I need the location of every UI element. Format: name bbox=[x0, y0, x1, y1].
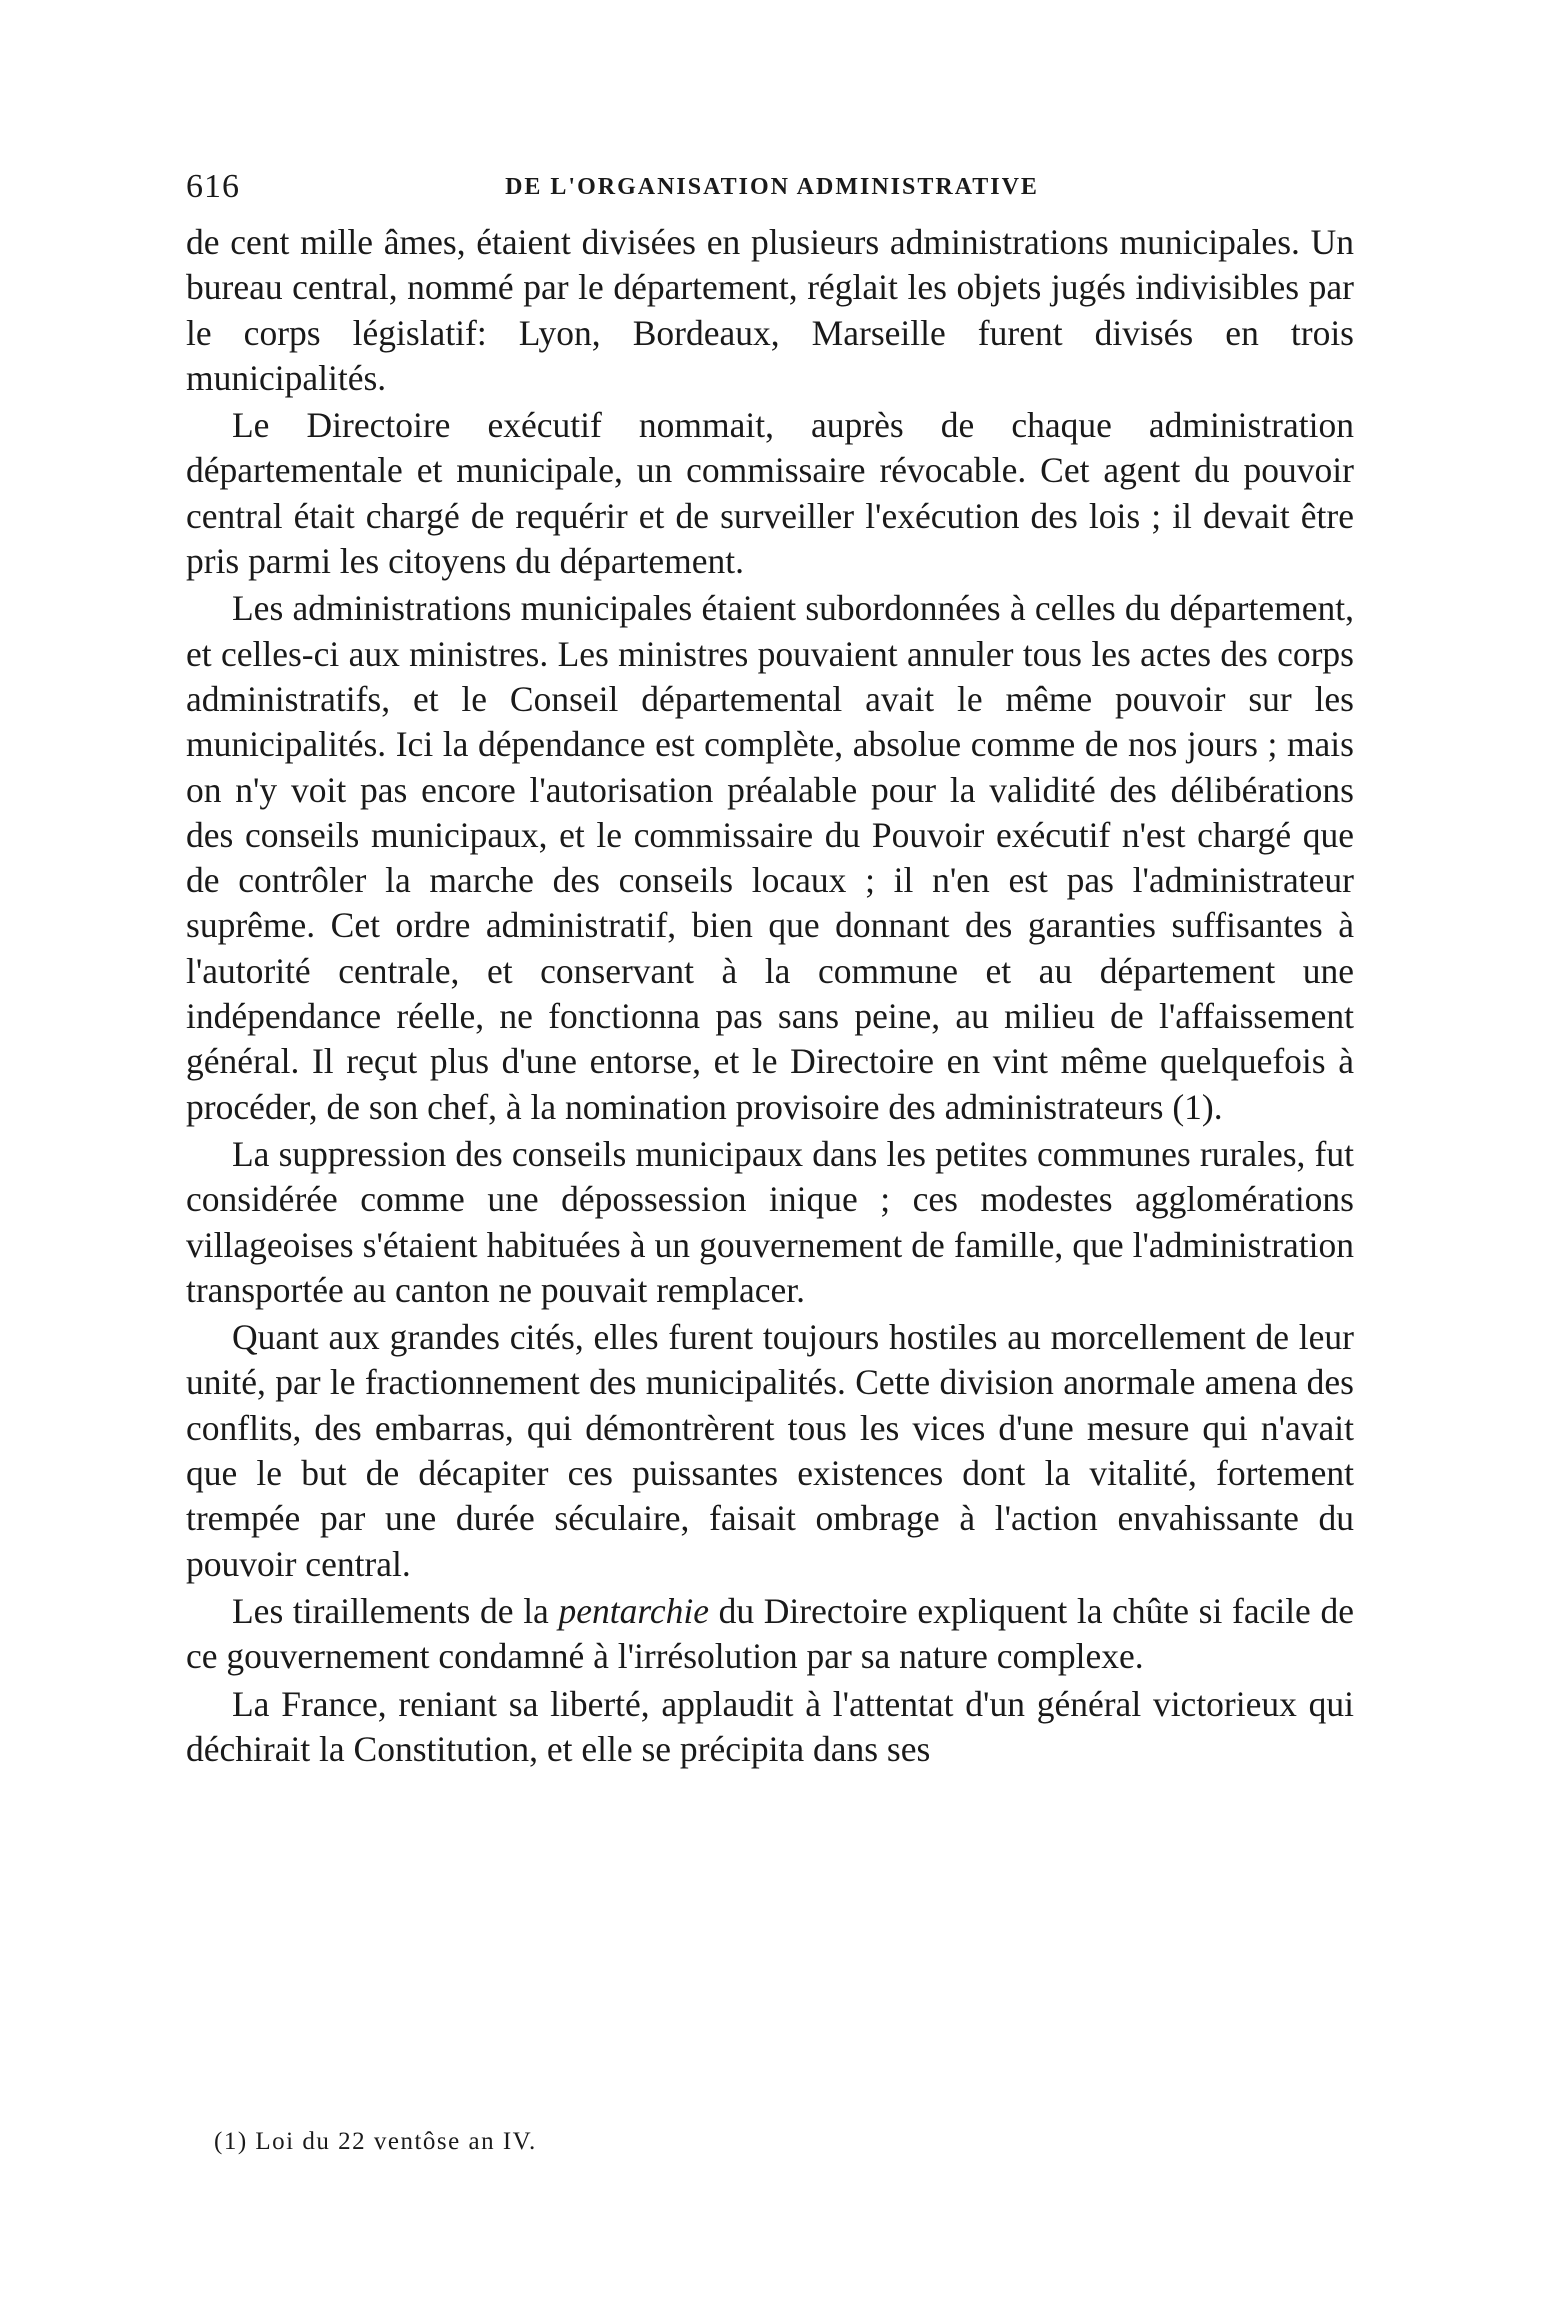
paragraph-suppression-conseils: La suppression des conseils municipaux dans les petites communes rurales, fut considérée comme une dépossession inique ; ces modestes agglomérations villageoises s'étaient habituées à un gouvernement de famille, que l'administration transportée au canton ne pouvait remplacer. bbox=[186, 1133, 1354, 1310]
running-title: DE L'ORGANISATION ADMINISTRATIVE bbox=[505, 174, 1039, 200]
paragraph-grandes-cites: Quant aux grandes cités, elles furent toujours hostiles au morcellement de leur unité, par le fractionnement des municipalités. Cette division anormale amena des conflits, des embarras, qui démontrèrent tous les vices d'une mesure qui n'avait que le but de décapiter ces puissantes existences dont la vitalité, fortement trempée par une durée séculaire, faisait ombrage à l'action envahissante du pouvoir central. bbox=[186, 1317, 1354, 1584]
pentarchie-italic: pentarchie bbox=[558, 1590, 709, 1631]
paragraph-la-france: La France, reniant sa liberté, applaudit à l'attentat d'un général victorieux qui déchirait la Constitution, et elle se précipita dans ses bbox=[186, 1683, 1354, 1769]
pentarchie-after: du Directoire expliquent la chûte si facile de ce gouvernement condamné à l'irrésolution par sa nature complexe. bbox=[186, 1590, 1354, 1677]
paragraph-administrations-municipales: Les administrations municipales étaient subordonnées à celles du département, et celles-ci aux ministres. Les ministres pouvaient annuler tous les actes des corps administratifs, et le Conseil départemental avait le même pouvoir sur les municipalités. Ici la dépendance est complète, absolue comme de nos jours ; mais on n'y voit pas encore l'autorisation préalable pour la validité des délibérations des conseils municipaux, et le commissaire du Pouvoir exécutif n'est chargé que de contrôler la marche des conseils locaux ; il n'en est pas l'administrateur suprême. Cet ordre administratif, bien que donnant des garanties suffisantes à l'autorité centrale, et conservant à la commune et au département une indépendance réelle, ne fonctionna pas sans peine, au milieu de l'affaissement général. Il reçut plus d'une entorse, et le Directoire en vint même quelquefois à procéder, de son chef, à la nomination provisoire des administrateurs (1). bbox=[186, 588, 1354, 1127]
footnote: (1) Loi du 22 ventôse an IV. bbox=[214, 2128, 537, 2155]
pentarchie-before: Les tiraillements de la bbox=[232, 1590, 559, 1631]
paragraph-pentarchie bbox=[186, 1589, 1354, 1680]
page-header bbox=[186, 168, 1358, 208]
page-number: 616 bbox=[186, 168, 240, 205]
body-text bbox=[186, 220, 1354, 1772]
paragraph-directoire-commissaire: Le Directoire exécutif nommait, auprès de chaque administration départementale et municipale, un commissaire révocable. Cet agent du pouvoir central était chargé de requérir et de surveiller l'exécution des lois ; il devait être pris parmi les citoyens du département. bbox=[186, 405, 1354, 582]
paragraph-continued: de cent mille âmes, étaient divisées en plusieurs administrations municipales. Un bureau central, nommé par le département, réglait les objets jugés indivisibles par le corps législatif: Lyon, Bordeaux, Marseille furent divisés en trois municipalités. bbox=[186, 222, 1354, 398]
